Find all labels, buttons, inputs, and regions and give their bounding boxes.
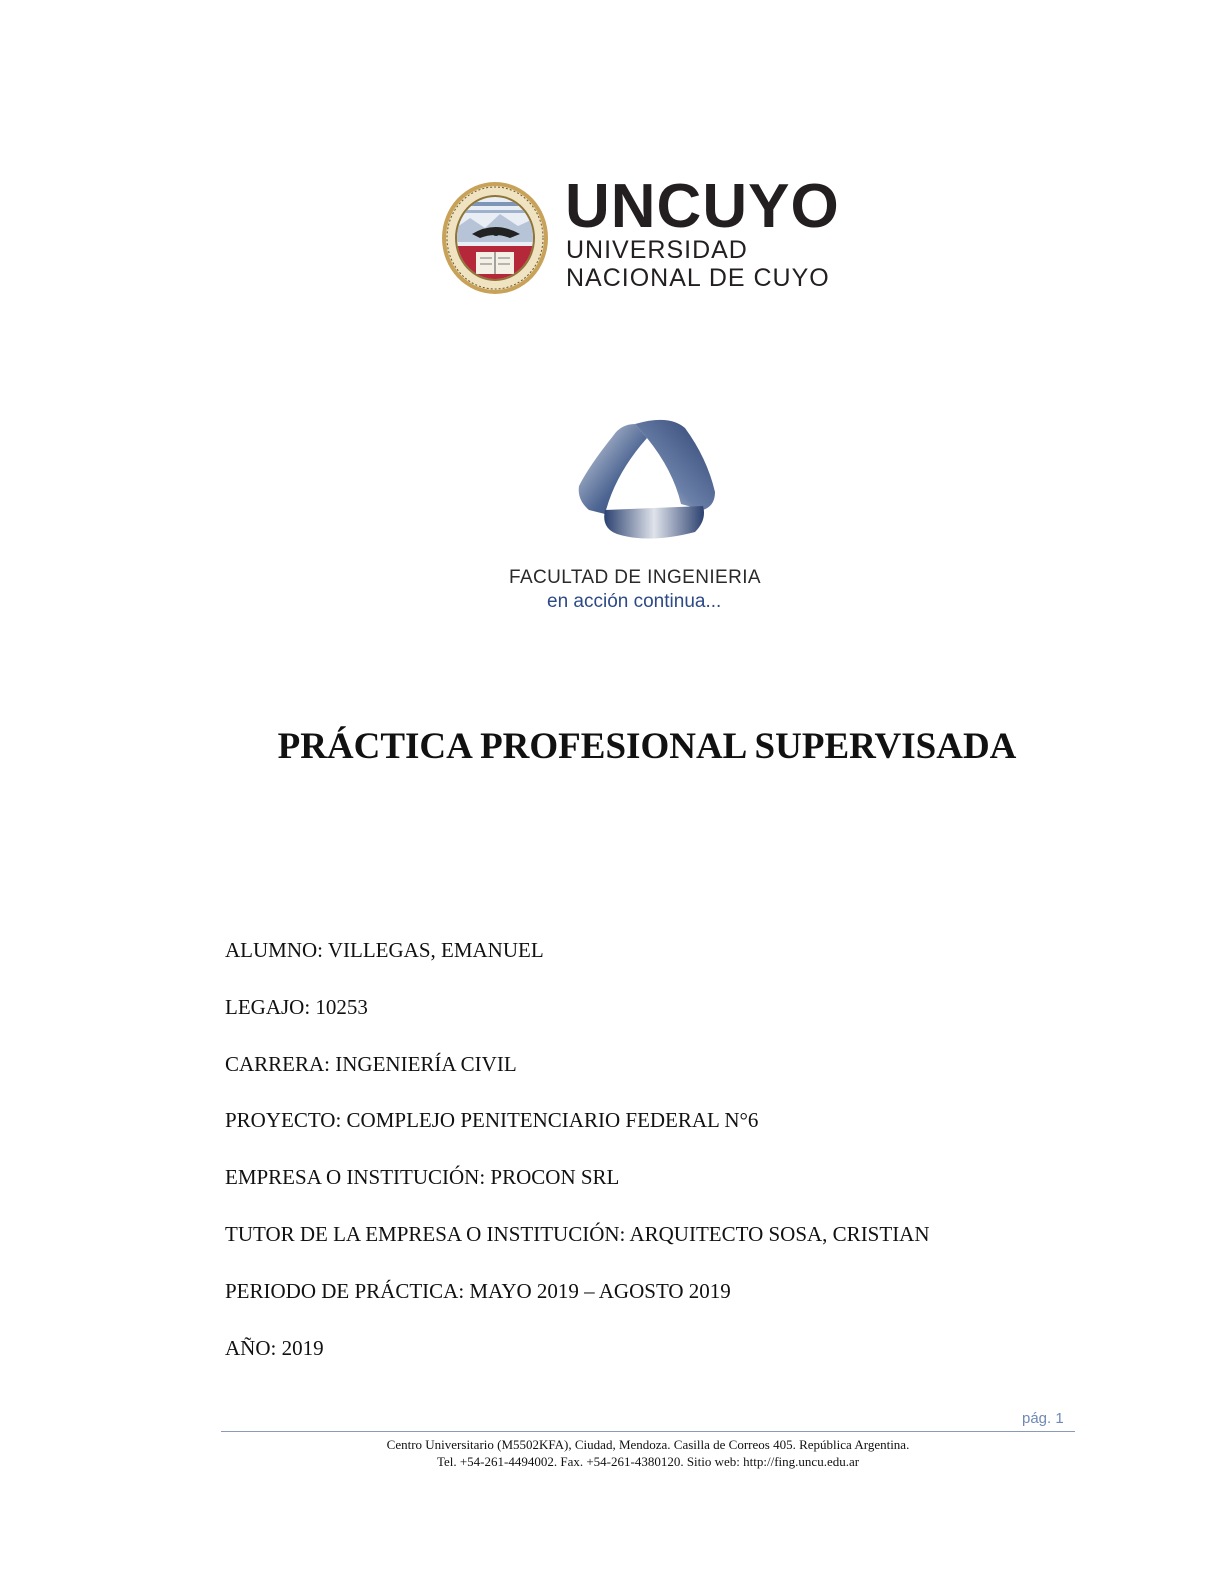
- faculty-name: FACULTAD DE INGENIERIA: [509, 567, 761, 588]
- document-title: PRÁCTICA PROFESIONAL SUPERVISADA: [277, 726, 1017, 767]
- info-file-number: LEGAJO: 10253: [225, 995, 368, 1019]
- university-seal-icon: [440, 180, 550, 296]
- footer-contact: Tel. +54-261-4494002. Fax. +54-261-4380120. Sitio web: http://fing.uncu.edu.ar: [436, 1454, 860, 1469]
- faculty-triangle-mark-icon: [577, 418, 717, 544]
- info-student: ALUMNO: VILLEGAS, EMANUEL: [225, 938, 544, 962]
- info-project: PROYECTO: COMPLEJO PENITENCIARIO FEDERAL N°6: [225, 1108, 759, 1132]
- university-wordmark: UNCUYO: [565, 172, 840, 241]
- info-tutor: TUTOR DE LA EMPRESA O INSTITUCIÓN: ARQUITECTO SOSA, CRISTIAN: [225, 1222, 930, 1246]
- university-subtitle-line2: NACIONAL DE CUYO: [566, 264, 830, 292]
- footer-address: Centro Universitario (M5502KFA), Ciudad, Mendoza. Casilla de Correos 405. República Argentina.: [386, 1437, 910, 1452]
- footer-divider: [221, 1431, 1075, 1432]
- info-period: PERIODO DE PRÁCTICA: MAYO 2019 – AGOSTO 2019: [225, 1279, 731, 1303]
- info-year: AÑO: 2019: [225, 1336, 324, 1360]
- info-degree: CARRERA: INGENIERÍA CIVIL: [225, 1052, 517, 1076]
- info-company: EMPRESA O INSTITUCIÓN: PROCON SRL: [225, 1165, 620, 1189]
- university-subtitle-line1: UNIVERSIDAD: [566, 236, 748, 264]
- page-number: pág. 1: [1022, 1410, 1064, 1427]
- faculty-tagline: en acción continua...: [547, 591, 722, 612]
